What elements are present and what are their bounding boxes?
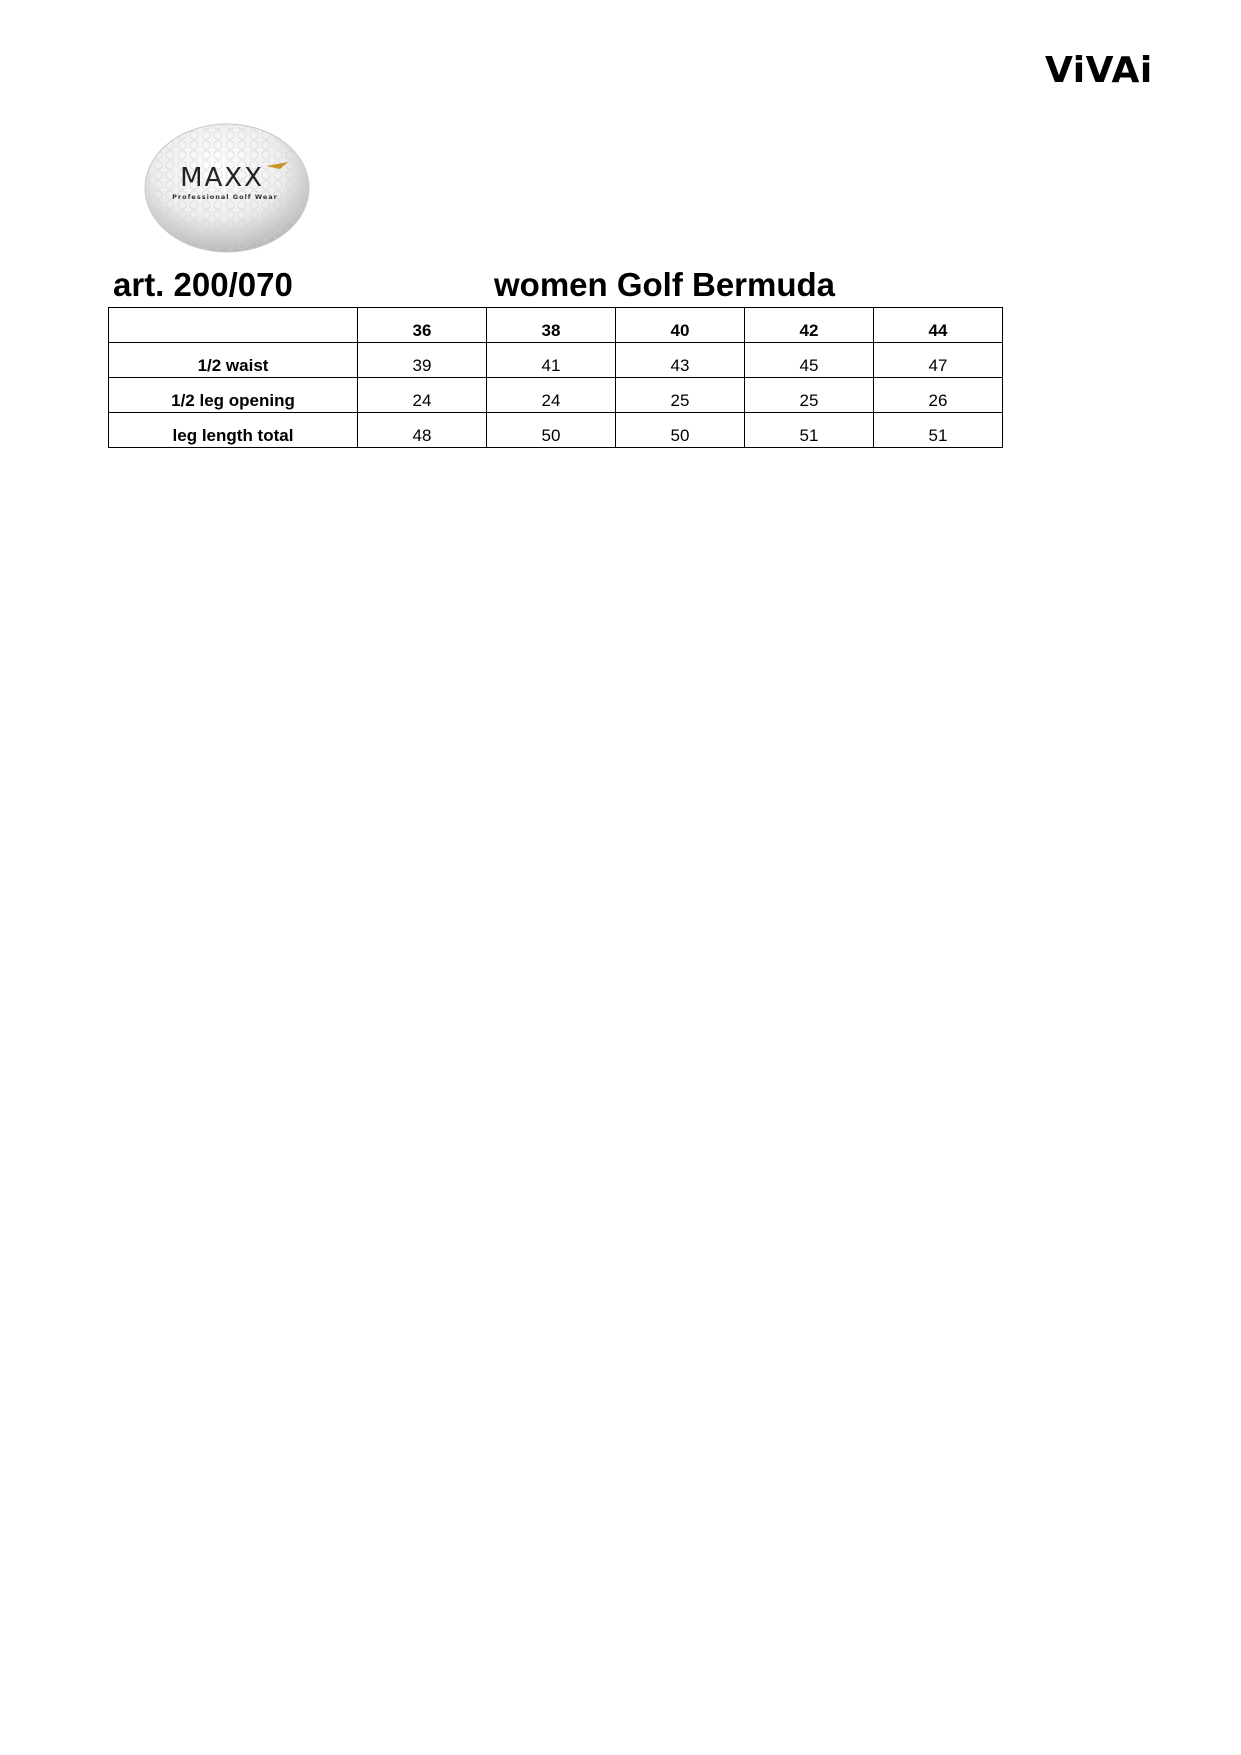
table-cell: 50 bbox=[616, 413, 745, 448]
size-header-cell: 44 bbox=[874, 308, 1003, 343]
row-label: 1/2 waist bbox=[109, 343, 358, 378]
table-row-leg-length bbox=[109, 413, 1003, 448]
table-cell: 45 bbox=[745, 343, 874, 378]
size-chart-table bbox=[108, 307, 1003, 448]
table-cell: 24 bbox=[487, 378, 616, 413]
product-title: women Golf Bermuda bbox=[494, 266, 836, 303]
size-header-row bbox=[109, 308, 1003, 343]
article-number: art. 200/070 bbox=[113, 266, 293, 303]
table-cell: 26 bbox=[874, 378, 1003, 413]
table-row-leg-opening bbox=[109, 378, 1003, 413]
table-cell: 48 bbox=[358, 413, 487, 448]
table-row-waist bbox=[109, 343, 1003, 378]
svg-text:MAXX: MAXX bbox=[180, 163, 264, 193]
size-header-cell: 42 bbox=[745, 308, 874, 343]
table-cell: 43 bbox=[616, 343, 745, 378]
size-header-cell: 36 bbox=[358, 308, 487, 343]
table-cell: 25 bbox=[745, 378, 874, 413]
table-cell: 39 bbox=[358, 343, 487, 378]
brand-name: ViVAi bbox=[1045, 50, 1153, 91]
row-label: leg length total bbox=[109, 413, 358, 448]
table-cell: 50 bbox=[487, 413, 616, 448]
table-cell: 51 bbox=[745, 413, 874, 448]
table-cell: 47 bbox=[874, 343, 1003, 378]
size-header-cell: 40 bbox=[616, 308, 745, 343]
svg-text:Professional Golf Wear: Professional Golf Wear bbox=[172, 193, 278, 201]
table-cell: 25 bbox=[616, 378, 745, 413]
size-header-cell: 38 bbox=[487, 308, 616, 343]
table-cell: 51 bbox=[874, 413, 1003, 448]
corner-cell bbox=[109, 308, 358, 343]
maxx-logo bbox=[140, 120, 315, 260]
table-cell: 41 bbox=[487, 343, 616, 378]
table-cell: 24 bbox=[358, 378, 487, 413]
row-label: 1/2 leg opening bbox=[109, 378, 358, 413]
